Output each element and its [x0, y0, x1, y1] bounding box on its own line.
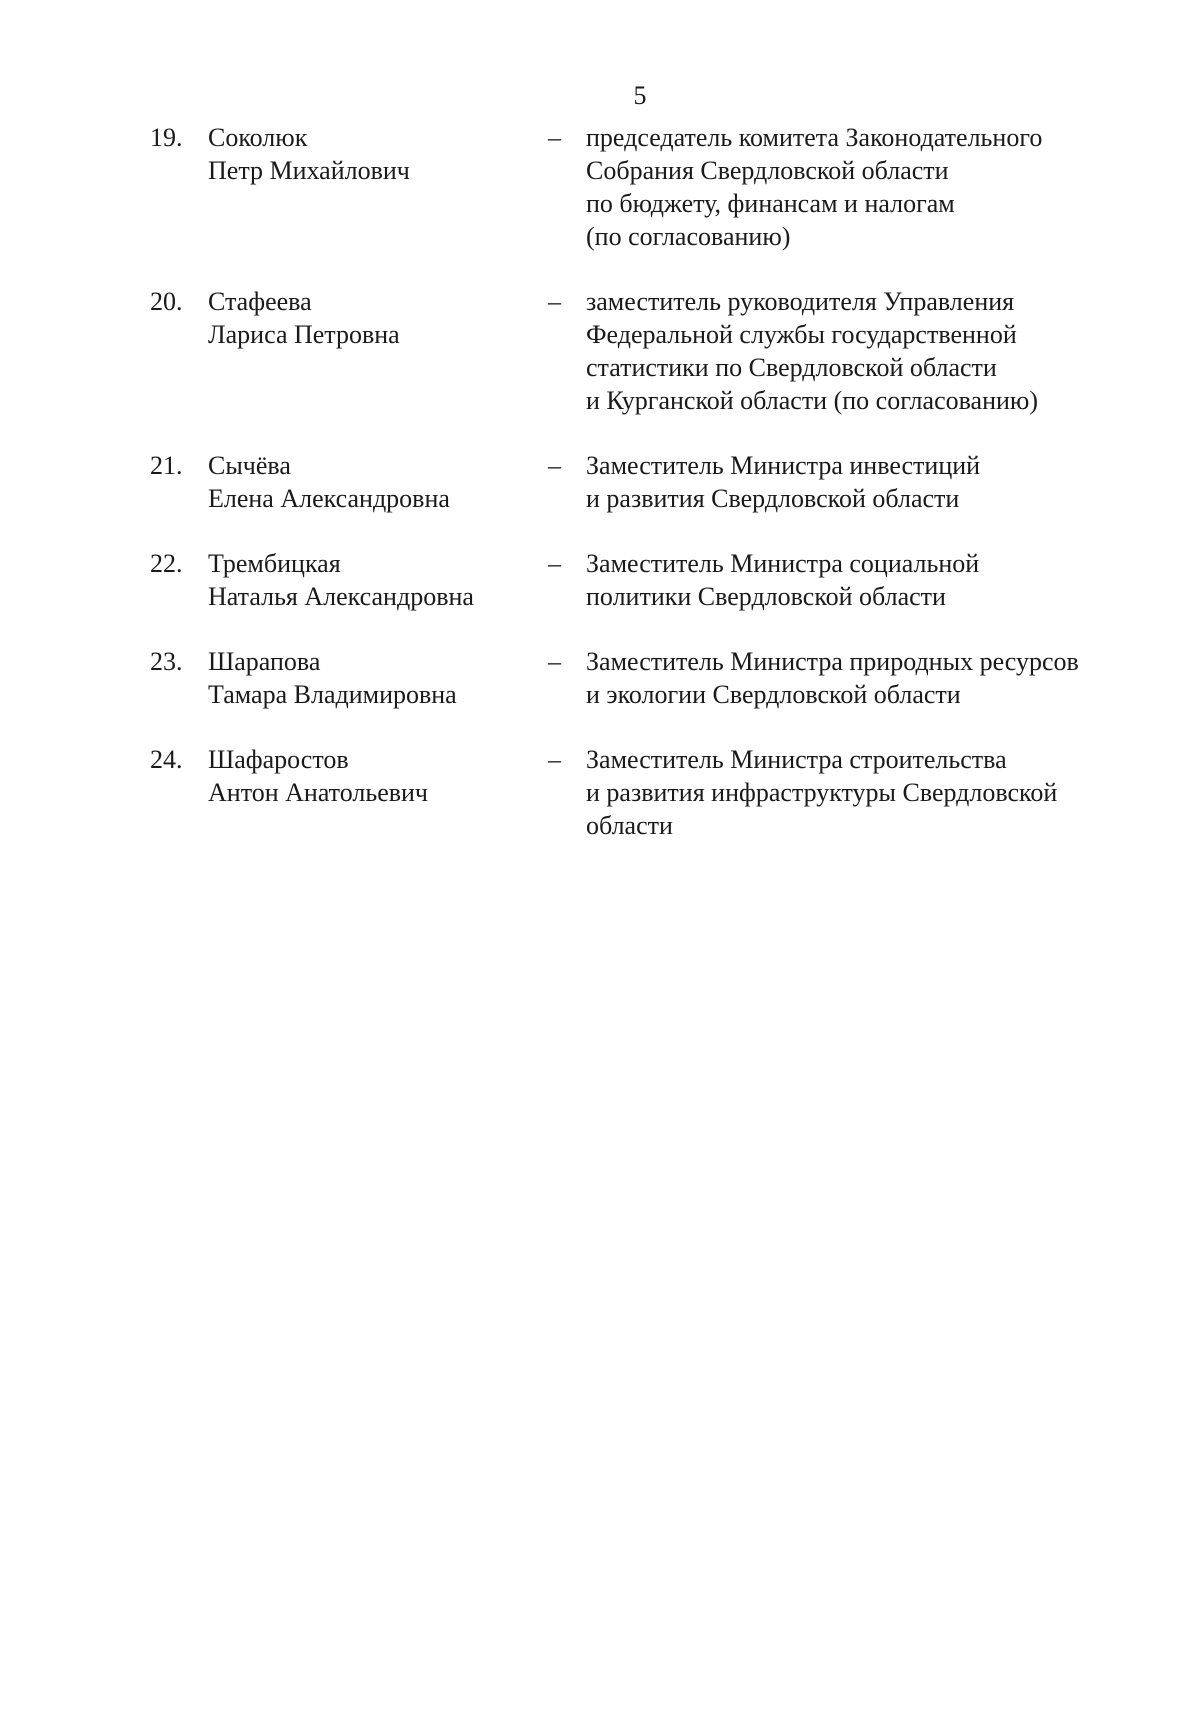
member-entry — [150, 121, 1140, 253]
position-description — [586, 547, 1140, 613]
position-description — [586, 645, 1140, 711]
page-number: 5 — [633, 81, 647, 110]
position-line: Собрания Свердловской области — [586, 156, 949, 185]
member-entry — [150, 285, 1140, 417]
position-line: Заместитель Министра социальной — [586, 549, 980, 578]
surname: Соколюк — [208, 123, 308, 152]
entry-number: 23. — [150, 647, 183, 676]
person-name — [208, 743, 548, 809]
given-name: Наталья Александровна — [208, 582, 474, 611]
member-list — [150, 121, 1140, 842]
position-description — [586, 121, 1140, 253]
position-description — [586, 285, 1140, 417]
position-description — [586, 449, 1140, 515]
person-name — [208, 449, 548, 515]
position-line: по бюджету, финансам и налогам — [586, 189, 955, 218]
dash-separator: – — [548, 451, 561, 480]
member-entry — [150, 449, 1140, 515]
dash-separator: – — [548, 287, 561, 316]
position-line: статистики по Свердловской области — [586, 353, 997, 382]
surname: Сычёва — [208, 451, 291, 480]
surname: Трембицкая — [208, 549, 341, 578]
surname: Шарапова — [208, 647, 321, 676]
position-line: и экологии Свердловской области — [586, 680, 961, 709]
position-line: Федеральной службы государственной — [586, 320, 1017, 349]
surname: Стафеева — [208, 287, 312, 316]
position-line: политики Свердловской области — [586, 582, 946, 611]
given-name: Елена Александровна — [208, 484, 450, 513]
entry-number: 21. — [150, 451, 183, 480]
person-name — [208, 547, 548, 613]
member-entry — [150, 645, 1140, 711]
member-entry — [150, 743, 1140, 842]
position-line: Заместитель Министра природных ресурсов — [586, 647, 1079, 676]
position-line: (по согласованию) — [586, 222, 791, 251]
given-name: Петр Михайлович — [208, 156, 410, 185]
position-line: заместитель руководителя Управления — [586, 287, 1015, 316]
surname: Шафаростов — [208, 745, 349, 774]
position-description — [586, 743, 1140, 842]
dash-separator: – — [548, 745, 561, 774]
person-name — [208, 285, 548, 351]
position-line: области — [586, 811, 673, 840]
position-line: Заместитель Министра инвестиций — [586, 451, 981, 480]
given-name: Антон Анатольевич — [208, 778, 428, 807]
entry-number: 19. — [150, 123, 183, 152]
given-name: Тамара Владимировна — [208, 680, 457, 709]
given-name: Лариса Петровна — [208, 320, 400, 349]
position-line: и развития инфраструктуры Свердловской — [586, 778, 1058, 807]
dash-separator: – — [548, 647, 561, 676]
entry-number: 24. — [150, 745, 183, 774]
person-name — [208, 121, 548, 187]
position-line: Заместитель Министра строительства — [586, 745, 1007, 774]
position-line: и развития Свердловской области — [586, 484, 960, 513]
entry-number: 22. — [150, 549, 183, 578]
entry-number: 20. — [150, 287, 183, 316]
dash-separator: – — [548, 123, 561, 152]
member-entry — [150, 547, 1140, 613]
position-line: председатель комитета Законодательного — [586, 123, 1043, 152]
position-line: и Курганской области (по согласованию) — [586, 386, 1038, 415]
person-name — [208, 645, 548, 711]
dash-separator: – — [548, 549, 561, 578]
